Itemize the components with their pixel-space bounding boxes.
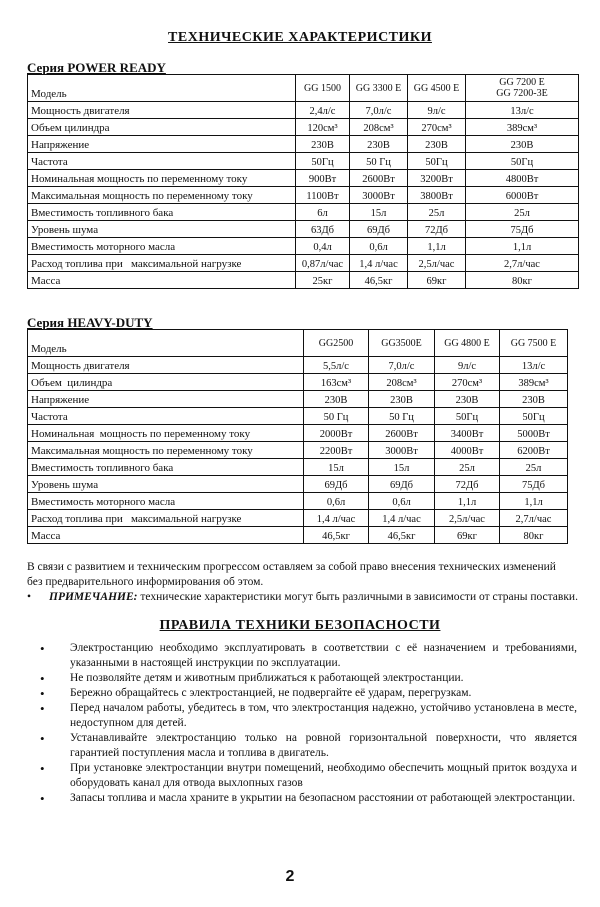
spec-value-cell: 2600Вт [350, 170, 408, 187]
spec-value-cell: 0,6л [350, 238, 408, 255]
spec-name-cell: Масса [28, 272, 296, 289]
model-header-label: Модель [28, 75, 296, 102]
spec-value-cell: 230В [466, 136, 579, 153]
table-row [28, 408, 568, 425]
spec-name-cell: Вместимость моторного масла [28, 493, 304, 510]
table-row [28, 391, 568, 408]
table-row [28, 238, 579, 255]
page-number: 2 [285, 868, 295, 885]
safety-title: ПРАВИЛА ТЕХНИКИ БЕЗОПАСНОСТИ [159, 618, 441, 633]
spec-value-cell: 69кг [408, 272, 466, 289]
note-item [27, 590, 587, 605]
series-title-power-ready: Серия POWER READY [27, 60, 166, 75]
spec-value-cell: 270см³ [408, 119, 466, 136]
spec-name-cell: Напряжение [28, 391, 304, 408]
spec-value-cell: 2000Вт [304, 425, 369, 442]
table-row [28, 153, 579, 170]
table-row [28, 459, 568, 476]
spec-table-heavy-duty [27, 329, 568, 544]
spec-value-cell: 1,1л [435, 493, 500, 510]
spec-value-cell: 0,4л [296, 238, 350, 255]
spec-value-cell: 6000Вт [466, 187, 579, 204]
spec-value-cell: 4000Вт [435, 442, 500, 459]
spec-value-cell: 900Вт [296, 170, 350, 187]
spec-value-cell: 3800Вт [408, 187, 466, 204]
safety-rules-list [40, 641, 577, 806]
list-item: • Перед началом работы, убедитесь в том, что электростанция надежно, устойчиво установлена в месте, недоступном для детей. [40, 701, 577, 731]
spec-value-cell: 69кг [435, 527, 500, 544]
table-row [28, 425, 568, 442]
spec-value-cell: 72Дб [435, 476, 500, 493]
spec-value-cell: 230В [435, 391, 500, 408]
spec-name-cell: Напряжение [28, 136, 296, 153]
table-row [28, 493, 568, 510]
spec-value-cell: 2,7л/час [500, 510, 568, 527]
spec-value-cell: 50Гц [435, 408, 500, 425]
spec-value-cell: 389см³ [466, 119, 579, 136]
spec-value-cell: 3400Вт [435, 425, 500, 442]
spec-value-cell: 2200Вт [304, 442, 369, 459]
model-name-cell: GG 3300 E [350, 75, 408, 102]
spec-value-cell: 3000Вт [369, 442, 435, 459]
spec-value-cell: 25л [466, 204, 579, 221]
notice-text: В связи с развитием и техническим прогрессом оставляем за собой право внесения технических изменений без предварительного информирования об этом. [27, 561, 556, 588]
table-row [28, 221, 579, 238]
model-name-cell: GG 4500 E [408, 75, 466, 102]
list-item: • При установке электростанции внутри помещений, необходимо обеспечить мощный приток воздуха и оборудовать канал для отвода выхлопных газов [40, 761, 577, 791]
spec-value-cell: 1,4 л/час [304, 510, 369, 527]
spec-value-cell: 2,5л/час [435, 510, 500, 527]
list-item: • Устанавливайте электростанцию только на ровной горизонтальной поверхности, что является гарантией поступления масла и топлива в двигатель. [40, 731, 577, 761]
spec-value-cell: 230В [296, 136, 350, 153]
spec-value-cell: 389см³ [500, 374, 568, 391]
spec-value-cell: 120см³ [296, 119, 350, 136]
spec-value-cell: 50 Гц [369, 408, 435, 425]
spec-value-cell: 0,6л [304, 493, 369, 510]
spec-value-cell: 9л/с [435, 357, 500, 374]
spec-value-cell: 2,5л/час [408, 255, 466, 272]
model-header-label: Модель [28, 330, 304, 357]
spec-value-cell: 2,7л/час [466, 255, 579, 272]
spec-value-cell: 0,6л [369, 493, 435, 510]
table-row [28, 119, 579, 136]
table-row [28, 272, 579, 289]
spec-value-cell: 4800Вт [466, 170, 579, 187]
spec-value-cell: 50Гц [296, 153, 350, 170]
spec-value-cell: 5000Вт [500, 425, 568, 442]
model-name-cell: GG3500E [369, 330, 435, 357]
spec-value-cell: 230В [369, 391, 435, 408]
spec-table-power-ready [27, 74, 579, 289]
spec-value-cell: 270см³ [435, 374, 500, 391]
spec-value-cell: 6200Вт [500, 442, 568, 459]
spec-name-cell: Максимальная мощность по переменному току [28, 187, 296, 204]
table-row [28, 102, 579, 119]
list-item: • Запасы топлива и масла храните в укрытии на безопасном расстоянии от работающей электростанции. [40, 791, 577, 806]
spec-value-cell: 230В [500, 391, 568, 408]
spec-value-cell: 13л/с [500, 357, 568, 374]
spec-value-cell: 75Дб [466, 221, 579, 238]
spec-value-cell: 6л [296, 204, 350, 221]
spec-value-cell: 1,1л [500, 493, 568, 510]
note-text: технические характеристики могут быть различными в зависимости от страны поставки. [137, 591, 578, 603]
spec-name-cell: Максимальная мощность по переменному току [28, 442, 304, 459]
spec-value-cell: 69Дб [369, 476, 435, 493]
spec-name-cell: Расход топлива при максимальной нагрузке [28, 255, 296, 272]
spec-value-cell: 2600Вт [369, 425, 435, 442]
table-row [28, 255, 579, 272]
spec-value-cell: 15л [369, 459, 435, 476]
spec-name-cell: Объем цилиндра [28, 374, 304, 391]
list-item: • Бережно обращайтесь с электростанцией, не подвергайте её ударам, перегрузкам. [40, 686, 577, 701]
spec-name-cell: Вместимость моторного масла [28, 238, 296, 255]
spec-name-cell: Расход топлива при максимальной нагрузке [28, 510, 304, 527]
spec-value-cell: 9л/с [408, 102, 466, 119]
spec-value-cell: 15л [304, 459, 369, 476]
spec-value-cell: 1,1л [466, 238, 579, 255]
spec-value-cell: 50Гц [466, 153, 579, 170]
spec-value-cell: 80кг [466, 272, 579, 289]
series-title-heavy-duty: Серия HEAVY-DUTY [27, 315, 153, 330]
spec-value-cell: 80кг [500, 527, 568, 544]
table-header-row [28, 330, 568, 357]
spec-value-cell: 208см³ [350, 119, 408, 136]
bullet-icon: • [27, 591, 32, 603]
table-row [28, 510, 568, 527]
list-item: • Не позволяйте детям и животным приближаться к работающей электростанции. [40, 671, 577, 686]
spec-value-cell: 5,5л/с [304, 357, 369, 374]
table-row [28, 527, 568, 544]
table-row [28, 204, 579, 221]
spec-value-cell: 50 Гц [304, 408, 369, 425]
spec-value-cell: 63Дб [296, 221, 350, 238]
spec-value-cell: 3000Вт [350, 187, 408, 204]
spec-value-cell: 1,4 л/час [369, 510, 435, 527]
spec-name-cell: Номинальная мощность по переменному току [28, 170, 296, 187]
spec-value-cell: 25л [408, 204, 466, 221]
spec-value-cell: 46,5кг [304, 527, 369, 544]
spec-name-cell: Мощность двигателя [28, 102, 296, 119]
note-label: ПРИМЕЧАНИЕ: [49, 591, 138, 603]
spec-value-cell: 50Гц [500, 408, 568, 425]
spec-value-cell: 13л/с [466, 102, 579, 119]
spec-value-cell: 7,0л/с [350, 102, 408, 119]
table-row [28, 476, 568, 493]
spec-name-cell: Вместимость топливного бака [28, 204, 296, 221]
spec-value-cell: 25кг [296, 272, 350, 289]
spec-value-cell: 7,0л/с [369, 357, 435, 374]
spec-value-cell: 69Дб [350, 221, 408, 238]
spec-value-cell: 50Гц [408, 153, 466, 170]
spec-value-cell: 1,4 л/час [350, 255, 408, 272]
spec-value-cell: 2,4л/с [296, 102, 350, 119]
table-row [28, 357, 568, 374]
spec-value-cell: 50 Гц [350, 153, 408, 170]
spec-name-cell: Частота [28, 153, 296, 170]
page-title: ТЕХНИЧЕСКИЕ ХАРАКТЕРИСТИКИ [168, 30, 432, 45]
spec-value-cell: 69Дб [304, 476, 369, 493]
spec-name-cell: Объем цилиндра [28, 119, 296, 136]
model-name-cell: GG2500 [304, 330, 369, 357]
spec-value-cell: 3200Вт [408, 170, 466, 187]
spec-value-cell: 72Дб [408, 221, 466, 238]
table-row [28, 170, 579, 187]
table-row [28, 442, 568, 459]
spec-value-cell: 46,5кг [369, 527, 435, 544]
spec-value-cell: 1100Вт [296, 187, 350, 204]
spec-name-cell: Масса [28, 527, 304, 544]
table-header-row [28, 75, 579, 102]
spec-value-cell: 15л [350, 204, 408, 221]
spec-value-cell: 230В [350, 136, 408, 153]
spec-value-cell: 1,1л [408, 238, 466, 255]
spec-value-cell: 230В [408, 136, 466, 153]
model-name-cell: GG 1500 [296, 75, 350, 102]
spec-value-cell: 25л [500, 459, 568, 476]
spec-name-cell: Номинальная мощность по переменному току [28, 425, 304, 442]
table-row [28, 374, 568, 391]
spec-value-cell: 46,5кг [350, 272, 408, 289]
spec-value-cell: 208см³ [369, 374, 435, 391]
model-name-cell: GG 7200 E GG 7200-3E [466, 75, 579, 102]
table-row [28, 187, 579, 204]
spec-name-cell: Вместимость топливного бака [28, 459, 304, 476]
spec-value-cell: 163см³ [304, 374, 369, 391]
spec-value-cell: 230В [304, 391, 369, 408]
model-name-cell: GG 4800 E [435, 330, 500, 357]
spec-name-cell: Уровень шума [28, 221, 296, 238]
spec-value-cell: 0,87л/час [296, 255, 350, 272]
model-name-cell: GG 7500 E [500, 330, 568, 357]
spec-name-cell: Мощность двигателя [28, 357, 304, 374]
spec-name-cell: Уровень шума [28, 476, 304, 493]
table-row [28, 136, 579, 153]
spec-name-cell: Частота [28, 408, 304, 425]
list-item: • Электростанцию необходимо эксплуатировать в соответствии с её назначением и требованиями, указанными в настоящей инструкции по эксплуатации. [40, 641, 577, 671]
spec-value-cell: 25л [435, 459, 500, 476]
spec-value-cell: 75Дб [500, 476, 568, 493]
